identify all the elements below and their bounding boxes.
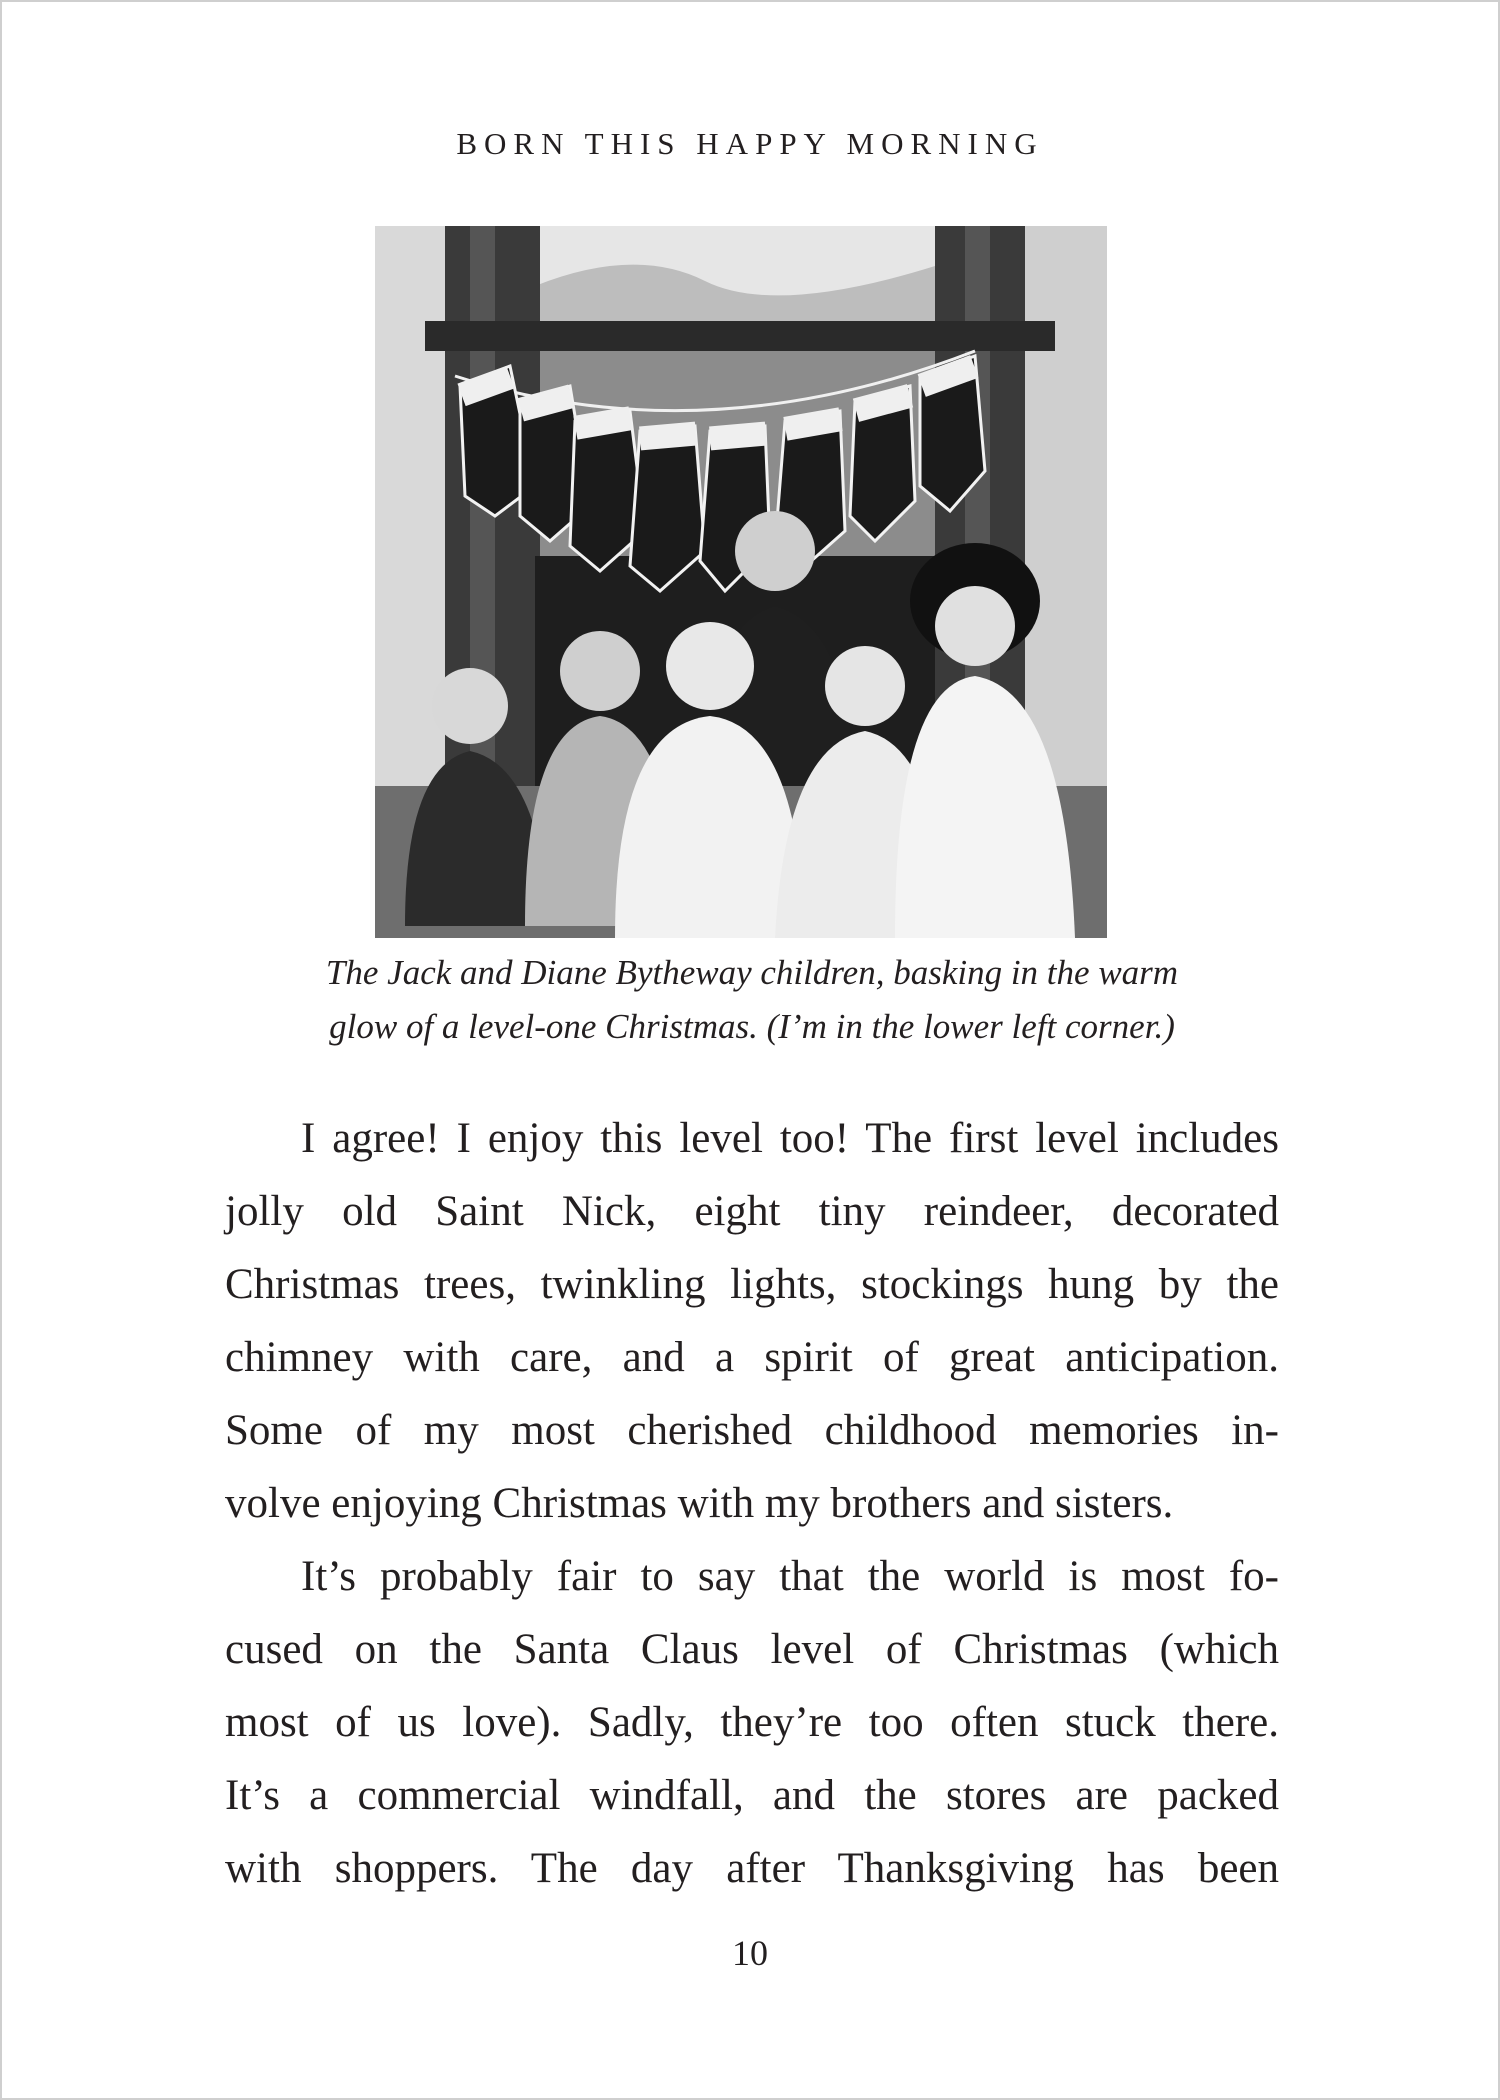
text-line: Christmas trees, twinkling lights, stockings hung by the (225, 1261, 1279, 1308)
running-head: BORN THIS HAPPY MORNING (456, 126, 1044, 161)
family-christmas-photo-icon (375, 226, 1107, 938)
photo-caption (225, 946, 1279, 1054)
caption-line: glow of a level-one Christmas. (I’m in the lower left corner.) (329, 1007, 1175, 1046)
page-number: 10 (732, 1933, 768, 1973)
text-line: I agree! I enjoy this level too! The first level includes (301, 1115, 1279, 1162)
text-line: It’s probably fair to say that the world is most fo- (301, 1553, 1279, 1600)
paragraph (225, 1540, 1279, 1905)
text-line: Some of my most cherished childhood memories in- (225, 1407, 1279, 1454)
text-line: volve enjoying Christmas with my brothers and sisters. (225, 1480, 1174, 1527)
body-text (225, 1102, 1279, 1905)
text-line: cused on the Santa Claus level of Christmas (which (225, 1626, 1279, 1673)
text-line: most of us love). Sadly, they’re too often stuck there. (225, 1699, 1279, 1746)
caption-line: The Jack and Diane Bytheway children, basking in the warm (325, 953, 1179, 992)
text-line: It’s a commercial windfall, and the stores are packed (225, 1772, 1279, 1819)
text-line: with shoppers. The day after Thanksgiving has been (225, 1845, 1279, 1892)
text-line: jolly old Saint Nick, eight tiny reindeer, decorated (225, 1188, 1279, 1235)
text-line: chimney with care, and a spirit of great anticipation. (225, 1334, 1279, 1381)
paragraph (225, 1102, 1279, 1540)
family-christmas-photo (375, 226, 1107, 938)
